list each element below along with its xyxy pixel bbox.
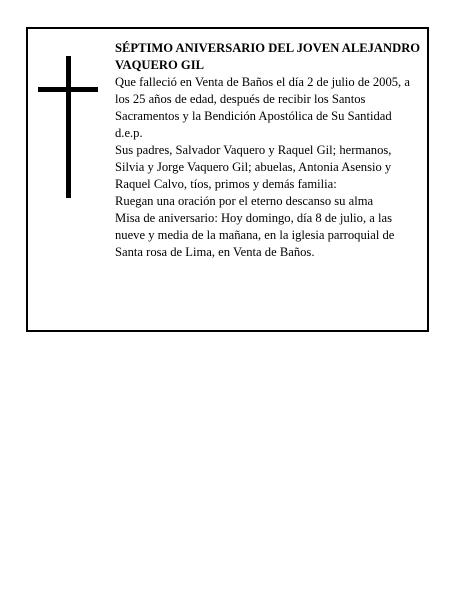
rip-abbreviation: d.e.p. (115, 126, 143, 140)
notice-title: SÉPTIMO ANIVERSARIO DEL JOVEN ALEJANDRO VAQUERO GIL (115, 41, 421, 72)
death-details: Que falleció en Venta de Baños el día 2 de julio de 2005, a los 25 años de edad, después de recibir los Santos Sacramentos y la Bendición Apostólica de Su Santidad (115, 75, 410, 123)
family-members: Sus padres, Salvador Vaquero y Raquel Gil; hermanos, Silvia y Jorge Vaquero Gil; abuelas, Antonia Asensio y Raquel Calvo, tíos, primos y demás familia: (115, 143, 392, 191)
cross-vertical-bar (66, 56, 71, 198)
prayer-request: Ruegan una oración por el eterno descanso su alma (115, 194, 374, 208)
cross-horizontal-bar (38, 87, 98, 92)
mass-details: Misa de aniversario: Hoy domingo, día 8 de julio, a las nueve y media de la mañana, en la iglesia parroquial de Santa rosa de Lima, en Venta de Baños. (115, 211, 395, 259)
cross-icon (38, 56, 98, 198)
notice-text-block (115, 40, 423, 261)
obituary-notice (26, 27, 429, 332)
